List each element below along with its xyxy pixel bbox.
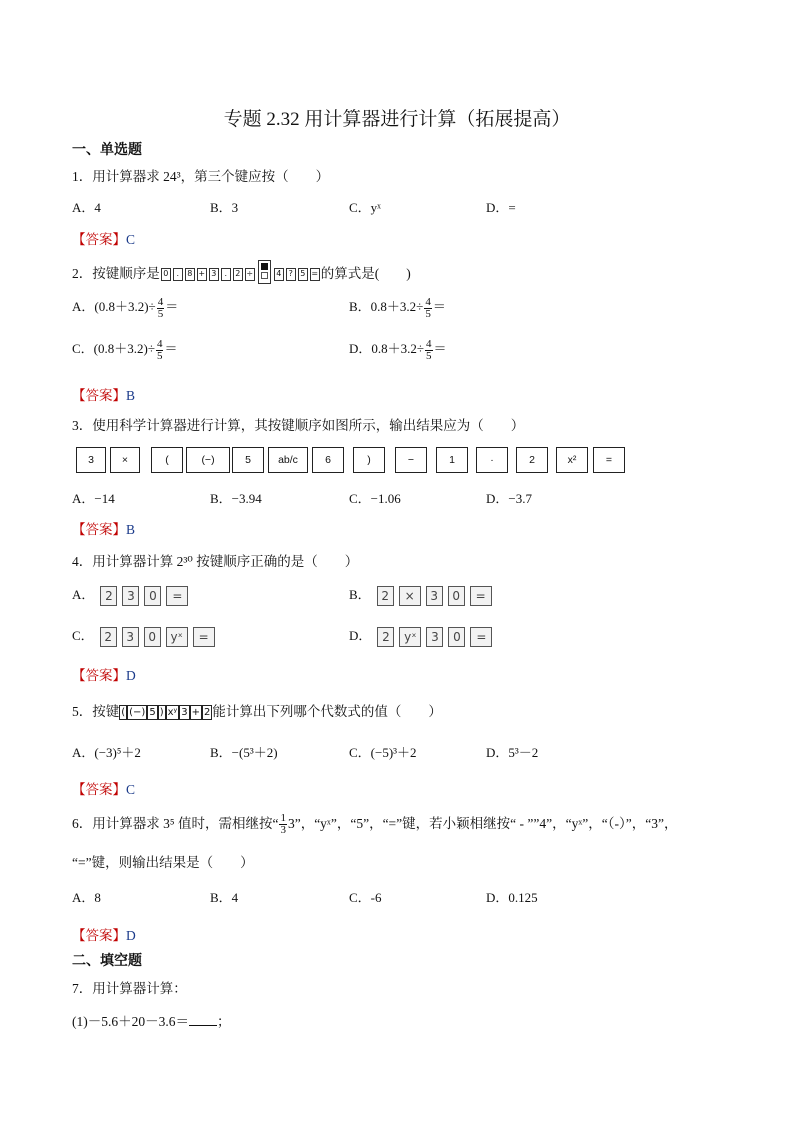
question-3: 3．使用科学计算器进行计算，其按键顺序如图所示，输出结果应为（ ）: [72, 418, 525, 433]
q3-key: ·: [476, 447, 508, 473]
q6-option-c: C．-6: [349, 890, 382, 905]
q6-option-d: D．0.125: [486, 890, 538, 905]
q2-option-b: B．0.8＋3.2÷ $\frac{4}{5}$ ＝: [349, 295, 446, 320]
q1-option-b: B．3: [210, 200, 239, 215]
q3-key: 3: [76, 447, 106, 473]
fraction-key-icon: [258, 260, 271, 284]
q1-option-d: D．=: [486, 200, 516, 215]
q1-option-c: C．yˣ: [349, 200, 381, 215]
section-fill-in: 二、填空题: [72, 954, 142, 969]
q2-option-a: A．(0.8＋3.2)÷ $\frac{4}{5}$ ＝: [72, 295, 179, 320]
q2-option-c: C．(0.8＋3.2)÷ $\frac{4}{5}$ ＝: [72, 337, 178, 362]
q3-key: ×: [110, 447, 140, 473]
answer-blank[interactable]: [189, 1013, 217, 1026]
question-7-part-1: (1)－5.6＋20－3.6＝ ；: [72, 1014, 231, 1029]
q5-option-a: A．(−3)⁵＋2: [72, 745, 141, 760]
q2-answer: 【答案】B: [72, 388, 136, 403]
q3-key: 6: [312, 447, 344, 473]
question-5: 5．按键 ( (−) 5 ) xʸ 3 + 2 能计算出下列哪个代数式的值（ ）: [72, 704, 442, 719]
one-third-fraction: $\frac{1}{3}$: [280, 812, 286, 837]
q6-option-a: A．8: [72, 890, 101, 905]
q3-key: 2: [516, 447, 548, 473]
q3-key: 1: [436, 447, 468, 473]
q4-answer: 【答案】D: [72, 668, 136, 683]
q4-option-b: B． 2 × 3 0 =: [349, 584, 497, 606]
q6-option-b: B．4: [210, 890, 239, 905]
q3-option-d: D．−3.7: [486, 491, 532, 506]
q3-key: (−): [186, 447, 230, 473]
q3-key: ab/c: [268, 447, 308, 473]
section-single-choice: 一、单选题: [72, 143, 142, 158]
question-6-line-1: 6．用计算器求 3⁵ 值时，需相继按“ $\frac{1}{3}$ 3”，“yˣ”，“5”，“=”键，若小颖相继按“ - ””4”，“yˣ”，“（-）”，“3”，: [72, 812, 678, 837]
q3-key: =: [593, 447, 625, 473]
q2-option-d: D．0.8＋3.2÷ $\frac{4}{5}$ ＝: [349, 337, 447, 362]
q5-option-c: C．(−5)³＋2: [349, 745, 417, 760]
q3-option-b: B．−3.94: [210, 491, 262, 506]
q3-key: (: [151, 447, 183, 473]
q3-key: 5: [232, 447, 264, 473]
q3-key: −: [395, 447, 427, 473]
q1-answer: 【答案】C: [72, 232, 136, 247]
q1-option-a: A．4: [72, 200, 101, 215]
q5-answer: 【答案】C: [72, 782, 136, 797]
question-2: 2．按键顺序是 0 . 8 + 3 . 2 ÷ 4 ? 5 = 的算式是( ): [72, 262, 411, 287]
q3-option-a: A．−14: [72, 491, 115, 506]
q6-answer: 【答案】D: [72, 928, 136, 943]
q4-option-c: C． 2 3 0 yˣ =: [72, 625, 220, 647]
question-6-line-2: “=”键，则输出结果是（ ）: [72, 855, 254, 870]
q3-answer: 【答案】B: [72, 522, 136, 537]
q4-option-a: A． 2 3 0 =: [72, 584, 193, 606]
question-7: 7．用计算器计算：: [72, 981, 187, 996]
q5-option-d: D．5³－2: [486, 745, 539, 760]
q3-key: x²: [556, 447, 588, 473]
question-1: 1．用计算器求 24³，第三个键应按（ ）: [72, 169, 330, 184]
q5-option-b: B．−(5³＋2): [210, 745, 278, 760]
q4-option-d: D． 2 yˣ 3 0 =: [349, 625, 497, 647]
question-4: 4．用计算器计算 2³⁰ 按键顺序正确的是（ ）: [72, 554, 359, 569]
q3-option-c: C．−1.06: [349, 491, 401, 506]
q3-key: ): [353, 447, 385, 473]
page-title: 专题 2.32 用计算器进行计算（拓展提高）: [223, 109, 571, 130]
